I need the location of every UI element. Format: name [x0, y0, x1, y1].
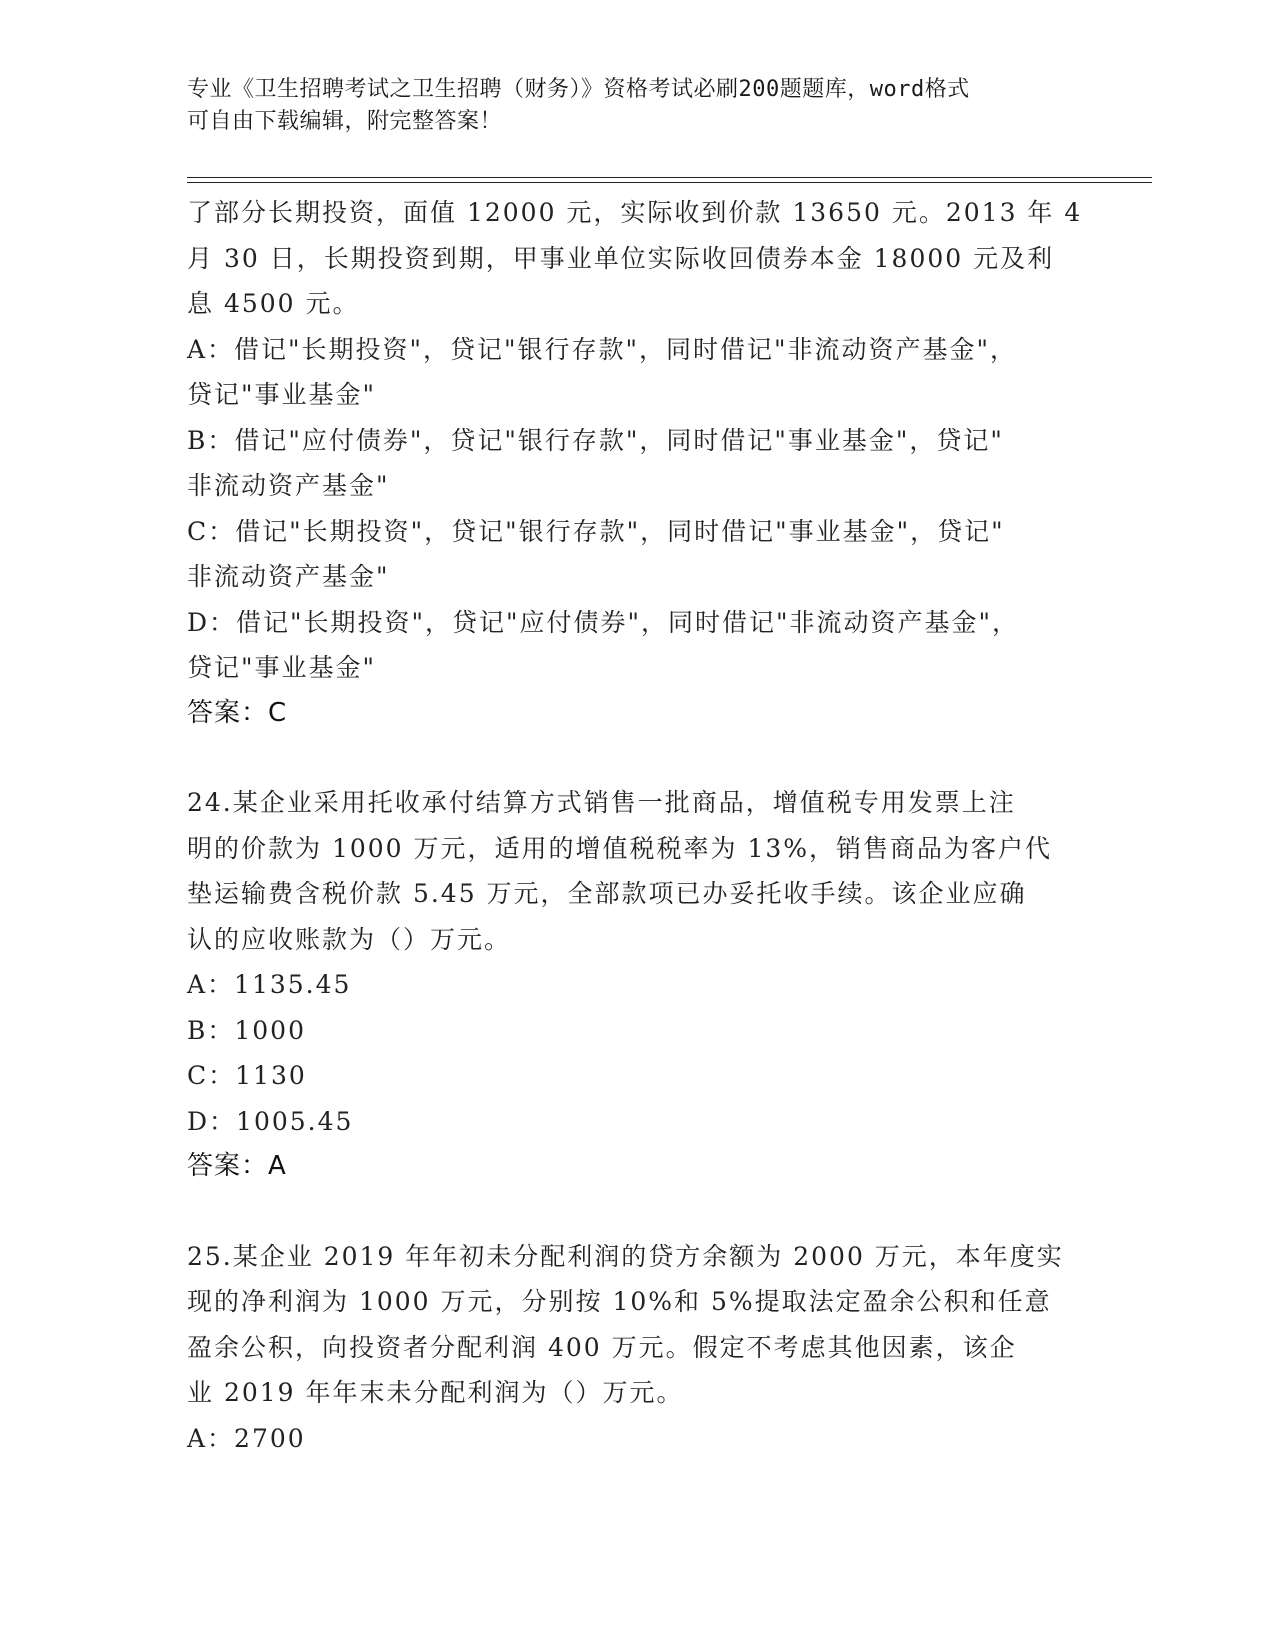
spacer [187, 736, 1087, 780]
option-c-line-1: C：借记"长期投资"，贷记"银行存款"，同时借记"事业基金"，贷记" [187, 516, 1005, 546]
option-a: A：2700 [187, 1423, 306, 1453]
question-25 [187, 1234, 1087, 1462]
question-stem-line: 25.某企业 2019 年年初未分配利润的贷方余额为 2000 万元，本年度实 [187, 1241, 1064, 1271]
option-a-line-1: A：借记"长期投资"，贷记"银行存款"，同时借记"非流动资产基金"， [187, 334, 1018, 364]
option-b: B：1000 [187, 1015, 306, 1045]
question-stem-line: 月 30 日，长期投资到期，甲事业单位实际收回债券本金 18000 元及利 [187, 243, 1055, 273]
question-stem-line: 24.某企业采用托收承付结算方式销售一批商品，增值税专用发票上注 [187, 788, 1016, 817]
option-b-line-2: 非流动资产基金" [187, 471, 390, 500]
question-24 [187, 780, 1087, 1190]
header-line-2: 可自由下载编辑，附完整答案！ [187, 109, 503, 134]
question-stem-line: 了部分长期投资，面值 12000 元，实际收到价款 13650 元。2013 年 4 [187, 198, 1083, 227]
header-divider-bottom [187, 182, 1152, 183]
question-stem-line: 盈余公积，向投资者分配利润 400 万元。假定不考虑其他因素，该企 [187, 1332, 1017, 1362]
question-stem-line: 业 2019 年年末未分配利润为（）万元。 [187, 1378, 684, 1407]
question-stem-line: 明的价款为 1000 万元，适用的增值税税率为 13%，销售商品为客户代 [187, 833, 1053, 863]
answer-label: 答案：C [187, 697, 288, 728]
page-header [187, 74, 1067, 138]
option-b-line-1: B：借记"应付债券"，贷记"银行存款"，同时借记"事业基金"，贷记" [187, 425, 1004, 455]
header-line-1: 专业《卫生招聘考试之卫生招聘（财务）》资格考试必刷200题题库，word格式 [187, 77, 970, 102]
answer-label: 答案：A [187, 1151, 287, 1181]
document-body [187, 190, 1087, 1461]
spacer [187, 1190, 1087, 1234]
option-c: C：1130 [187, 1061, 307, 1090]
option-a: A：1135.45 [187, 970, 352, 999]
option-a-line-2: 贷记"事业基金" [187, 380, 376, 409]
question-stem-line: 现的净利润为 1000 万元，分别按 10%和 5%提取法定盈余公积和任意 [187, 1287, 1052, 1316]
question-stem-line: 息 4500 元。 [187, 289, 360, 318]
question-23 [187, 190, 1087, 736]
option-d-line-1: D：借记"长期投资"，贷记"应付债券"，同时借记"非流动资产基金"， [187, 607, 1020, 637]
option-d: D：1005.45 [187, 1106, 354, 1136]
header-divider-top [187, 177, 1152, 178]
option-d-line-2: 贷记"事业基金" [187, 653, 376, 682]
question-stem-line: 垫运输费含税价款 5.45 万元，全部款项已办妥托收手续。该企业应确 [187, 879, 1027, 908]
option-c-line-2: 非流动资产基金" [187, 562, 390, 591]
question-stem-line: 认的应收账款为（）万元。 [187, 924, 512, 954]
